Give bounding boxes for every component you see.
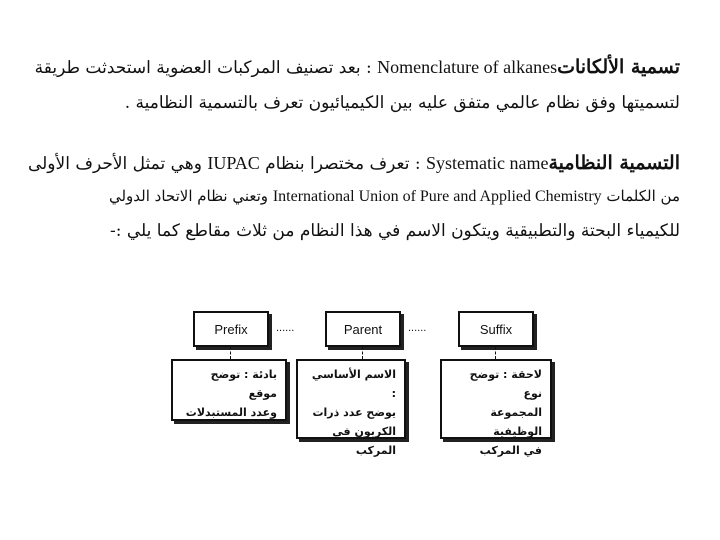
paragraph2-line1	[28, 152, 680, 175]
parent-desc-line: الكربون في المركب	[332, 425, 396, 457]
prefix-connector	[230, 347, 231, 359]
suffix-label: Suffix	[479, 321, 513, 337]
nomenclature-english: Nomenclature of alkanes	[377, 57, 558, 77]
alkane-naming-title: تسمية الألكانات	[557, 56, 680, 78]
paragraph1-line1	[35, 56, 680, 79]
paragraph2-line2-text-b: وتعني نظام الاتحاد الدولي	[108, 187, 273, 205]
prefix-label: Prefix	[214, 321, 248, 337]
prefix-box	[193, 311, 269, 347]
suffix-desc-line: المجموعة الوظيفية	[490, 406, 542, 438]
paragraph2-line2-text-a: من الكلمات	[601, 187, 680, 205]
systematic-name-english: Systematic name	[425, 153, 549, 173]
parent-description-box	[296, 359, 406, 457]
suffix-desc-line: في المركب	[479, 444, 542, 457]
prefix-description-box	[171, 359, 287, 421]
parent-desc-line: يوضح عدد ذرات	[312, 406, 396, 419]
prefix-desc-line: وعدد المستبدلات	[185, 406, 277, 419]
dots-separator-2: ......	[408, 322, 427, 334]
dots-separator-1: ......	[276, 322, 295, 334]
systematic-naming-title: التسمية النظامية	[548, 152, 680, 174]
parent-desc-line: الاسم الأساسي :	[311, 368, 396, 400]
iupac-full-english: International Union of Pure and Applied Chemistry	[272, 188, 602, 205]
paragraph1-line2: لتسميتها وفق نظام عالمي متفق عليه بين الكيميائيون تعرف بالتسمية النظامية .	[124, 93, 680, 113]
prefix-desc-line: بادئة : توضح موقع	[210, 368, 277, 400]
iupac-acronym: IUPAC	[207, 153, 260, 173]
paragraph1-line1-text: : بعد تصنيف المركبات العضوية استحدثت طريقة	[34, 58, 378, 78]
suffix-connector	[495, 347, 496, 359]
paragraph2-line3: للكيمياء البحتة والتطبيقية ويتكون الاسم في هذا النظام من ثلاث مقاطع كما يلي :-	[109, 221, 680, 241]
parent-box	[325, 311, 401, 347]
suffix-description-box	[440, 359, 552, 457]
parent-label: Parent	[343, 321, 383, 337]
suffix-box	[458, 311, 534, 347]
paragraph2-line1-text-a: : تعرف مختصرا بنظام	[259, 154, 426, 174]
paragraph2-line1-text-b: وهي تمثل الأحرف الأولى	[27, 154, 208, 174]
paragraph2-line2	[109, 185, 680, 208]
parent-connector	[362, 347, 363, 359]
suffix-desc-line: لاحقة : توضح نوع	[469, 368, 542, 400]
